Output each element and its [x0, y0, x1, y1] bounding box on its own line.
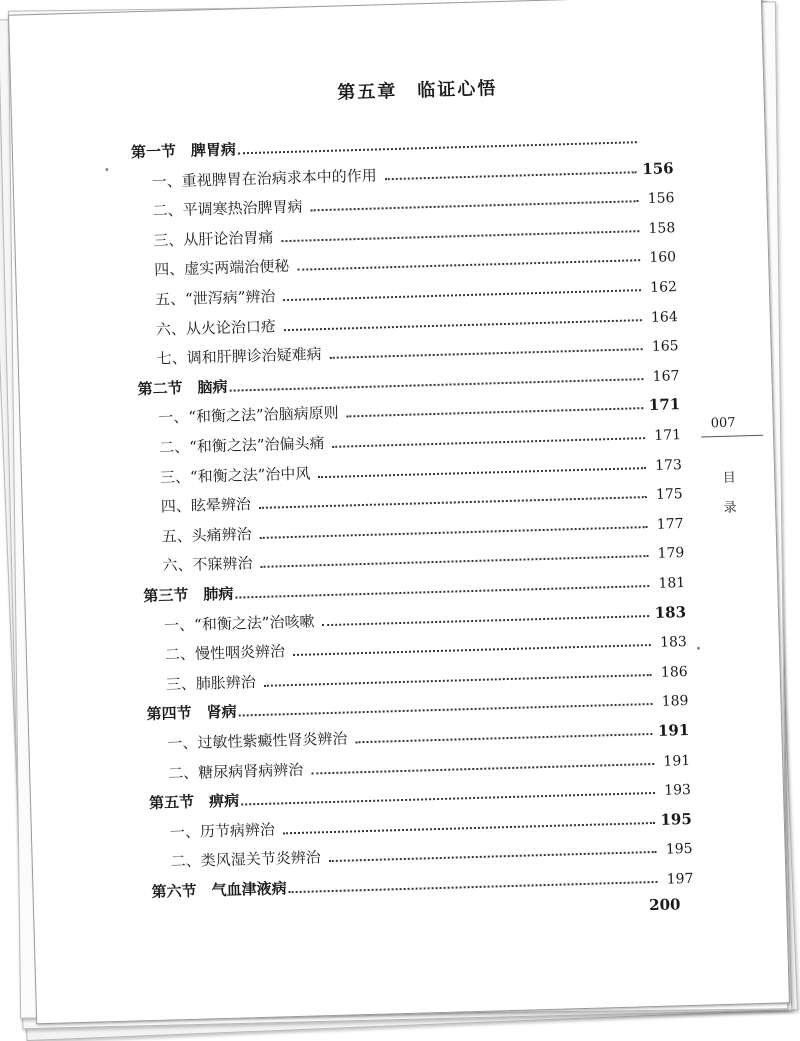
- dot-leader: [330, 348, 643, 359]
- toc-label: 二、“和衡之法”治偏头痛: [158, 434, 325, 457]
- toc-label: 第一节 脾胃病: [130, 140, 237, 162]
- dot-leader: [281, 230, 639, 242]
- dot-leader: [284, 319, 642, 331]
- toc-label: 第四节 肾病: [146, 703, 237, 724]
- toc-page-number: 191: [657, 720, 690, 740]
- toc-page-number: 191: [663, 752, 691, 770]
- dot-leader: [333, 437, 646, 448]
- dot-leader: [293, 644, 651, 656]
- toc-page-number: 156: [647, 190, 675, 208]
- toc-page-number: 158: [648, 219, 676, 237]
- dot-leader: [385, 171, 637, 180]
- toc-page-number: 164: [650, 308, 678, 326]
- dot-leader: [241, 792, 655, 806]
- toc-label: 一、重视脾胃在治病求本中的作用: [151, 166, 377, 191]
- paper-speck: [697, 647, 700, 650]
- dot-leader: [238, 141, 637, 154]
- toc-page-number: 193: [664, 782, 692, 799]
- chapter-title: 第五章 临证心悟: [337, 78, 498, 104]
- toc-label: 第三节 肺病: [143, 584, 234, 606]
- toc-label: 三、从肝论治胃痛: [153, 228, 274, 250]
- toc-label: 六、从火论治口疮: [155, 316, 277, 339]
- dot-leader: [311, 200, 639, 211]
- trailing-page-number: 200: [648, 894, 681, 914]
- dot-leader: [261, 555, 649, 568]
- toc-page-number: 195: [660, 809, 693, 829]
- toc-label: 六、不寐辨治: [162, 554, 253, 576]
- dot-leader: [297, 260, 640, 272]
- toc-page-number: 183: [659, 634, 688, 651]
- toc-page-number: 165: [651, 338, 679, 356]
- dot-leader: [260, 526, 648, 539]
- dot-leader: [355, 733, 652, 743]
- toc-page-number: 171: [654, 427, 682, 444]
- side-rule: [701, 435, 763, 438]
- dot-leader: [283, 289, 641, 301]
- dot-leader: [311, 763, 654, 775]
- toc-page-number: 181: [658, 575, 686, 592]
- dot-leader: [329, 851, 657, 862]
- toc-page: [8, 0, 790, 1024]
- toc-label: 第二节 脑病: [137, 377, 228, 399]
- toc-page-number: 175: [655, 486, 683, 504]
- toc-label: 一、“和衡之法”治咳嗽: [163, 612, 315, 635]
- toc-page-number: 197: [666, 870, 694, 888]
- toc-page-number: 189: [661, 693, 689, 711]
- dot-leader: [323, 615, 649, 626]
- dot-leader: [318, 467, 646, 478]
- dot-leader: [264, 674, 652, 687]
- dot-leader: [235, 585, 649, 599]
- dot-leader: [239, 703, 653, 717]
- toc-label: 二、类风湿关节炎辨治: [170, 848, 321, 871]
- toc-label: 四、虚实两端治便秘: [153, 257, 290, 280]
- toc-label: 二、慢性咽炎辨治: [164, 642, 286, 664]
- dot-leader: [283, 822, 655, 834]
- toc-page-number: 177: [656, 515, 684, 533]
- toc-label: 七、调和肝脾诊治疑难病: [156, 345, 322, 368]
- toc-label: 一、过敏性紫癜性肾炎辨治: [167, 729, 348, 753]
- paper-speck: [105, 168, 108, 171]
- toc-label: 四、眩晕辨治: [160, 495, 252, 516]
- toc-page-number: 171: [648, 395, 681, 415]
- dot-leader: [230, 378, 644, 392]
- toc-label: 第六节 气血津液病: [151, 879, 287, 902]
- toc-label: 第五节 痹病: [148, 791, 240, 813]
- toc-page-number: 195: [665, 841, 693, 859]
- toc-label: 三、“和衡之法”治中风: [159, 464, 311, 487]
- dot-leader: [347, 408, 643, 418]
- toc-page-number: 160: [649, 249, 677, 267]
- toc-label: 二、糖尿病肾病辨治: [168, 760, 304, 783]
- toc-label: 五、“泄泻病”辨治: [154, 287, 276, 309]
- toc-page-number: 179: [657, 545, 685, 563]
- toc-label: 五、头痛辨治: [161, 524, 252, 546]
- dot-leader: [289, 881, 658, 893]
- toc-label: 一、历节病辨治: [169, 820, 276, 842]
- toc-label: 三、肺胀辨治: [165, 672, 257, 694]
- side-page-number: 007: [710, 415, 736, 432]
- toc-content: [9, 0, 789, 1023]
- toc-page-number: 162: [649, 279, 678, 296]
- toc-page-number: 186: [660, 663, 688, 681]
- toc-page-number: [643, 147, 673, 148]
- toc-label: 一、“和衡之法”治脑病原则: [158, 404, 339, 428]
- toc-page-number: 173: [654, 456, 683, 474]
- toc-page-number: 156: [642, 158, 674, 178]
- side-label: 目录: [722, 470, 737, 516]
- toc-page-number: 183: [654, 602, 687, 622]
- toc-page-number: 167: [652, 367, 680, 385]
- dot-leader: [259, 496, 647, 509]
- toc-label: 二、平调寒热治脾胃病: [152, 197, 303, 220]
